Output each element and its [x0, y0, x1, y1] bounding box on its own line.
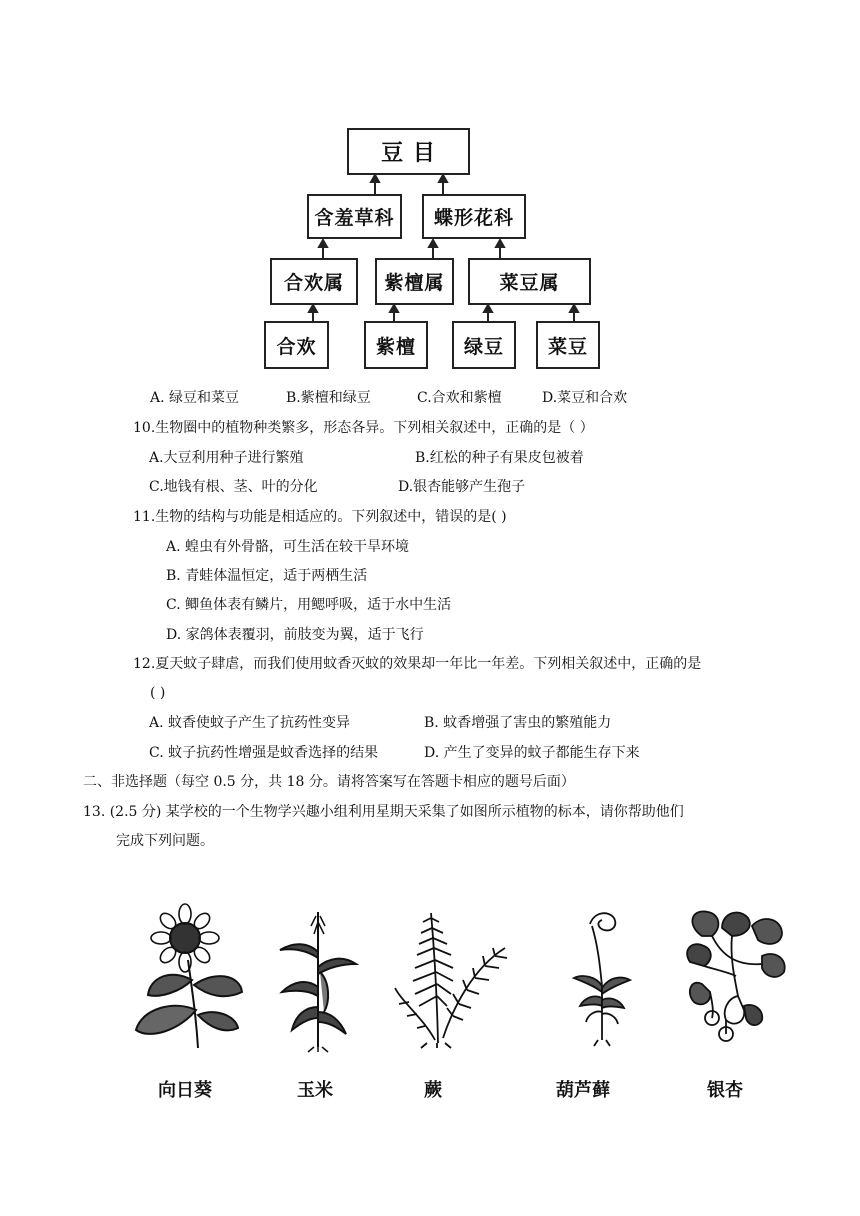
q10-option-b: B.红松的种子有果皮包被着 — [415, 450, 584, 466]
plant-label-corn: 玉米 — [297, 1080, 333, 1101]
q11-option-b: B. 青蛙体温恒定，适于两栖生活 — [166, 568, 368, 584]
q12-option-d: D. 产生了变异的蚊子都能生存下来 — [424, 745, 640, 761]
q9-option-c: C.合欢和紫檀 — [417, 390, 502, 406]
q12-option-c: C. 蚊子抗药性增强是蚊香选择的结果 — [149, 745, 379, 761]
order-box: 豆 目 — [347, 128, 470, 175]
q11-option-a: A. 蝗虫有外骨骼，可生活在较干旱环境 — [166, 539, 410, 555]
q12-option-a: A. 蚊香使蚊子产生了抗药性变异 — [149, 715, 351, 731]
q10-option-a: A.大豆利用种子进行繁殖 — [149, 450, 304, 466]
plant-label-ginkgo: 银杏 — [707, 1080, 743, 1101]
plant-label-moss: 葫芦藓 — [556, 1080, 610, 1101]
q10-option-c: C.地钱有根、茎、叶的分化 — [149, 479, 318, 495]
q13-line-1: 13. (2.5 分) 某学校的一个生物学兴趣小组利用星期天采集了如图所示植物的标本，请你帮助他们 — [83, 804, 684, 820]
species-box-3: 绿豆 — [452, 321, 516, 369]
ginkgo-illustration — [682, 906, 792, 1046]
q12-option-b: B. 蚊香增强了害虫的繁殖能力 — [424, 715, 612, 731]
q11-option-c: C. 鲫鱼体表有鳞片，用鳃呼吸，适于水中生活 — [166, 597, 452, 613]
genus-box-3: 菜豆属 — [468, 258, 591, 305]
fern-illustration — [393, 908, 513, 1048]
species-box-2: 紫檀 — [364, 321, 428, 369]
q12-paren: ( ) — [150, 685, 166, 701]
q11-option-d: D. 家鸽体表覆羽，前肢变为翼，适于飞行 — [166, 627, 424, 643]
q9-option-b: B.紫檀和绿豆 — [286, 390, 371, 406]
genus-box-1: 合欢属 — [270, 258, 358, 305]
sunflower-illustration — [130, 900, 250, 1050]
genus-box-2: 紫檀属 — [375, 258, 454, 305]
plant-label-fern: 蕨 — [424, 1080, 442, 1101]
moss-illustration — [568, 906, 638, 1046]
diagram-arrows — [0, 0, 860, 380]
plant-label-sunflower: 向日葵 — [158, 1080, 212, 1101]
q9-option-a: A. 绿豆和菜豆 — [150, 390, 240, 406]
family-box-1: 含羞草科 — [307, 194, 402, 239]
corn-illustration — [278, 912, 358, 1052]
species-box-1: 合欢 — [264, 321, 329, 369]
q10-stem: 10.生物圈中的植物种类繁多，形态各异。下列相关叙述中，正确的是（ ） — [133, 420, 594, 436]
q9-option-d: D.菜豆和合欢 — [542, 390, 628, 406]
section-2-heading: 二、非选择题（每空 0.5 分，共 18 分。请将答案写在答题卡相应的题号后面） — [83, 774, 575, 790]
q10-option-d: D.银杏能够产生孢子 — [398, 479, 526, 495]
q13-line-2: 完成下列问题。 — [116, 833, 214, 849]
species-box-4: 菜豆 — [536, 321, 600, 369]
q11-stem: 11.生物的结构与功能是相适应的。下列叙述中，错误的是( ) — [133, 509, 507, 525]
family-box-2: 蝶形花科 — [422, 194, 526, 239]
q12-stem: 12.夏天蚊子肆虐，而我们使用蚊香灭蚊的效果却一年比一年差。下列相关叙述中，正确的是 — [133, 656, 702, 672]
